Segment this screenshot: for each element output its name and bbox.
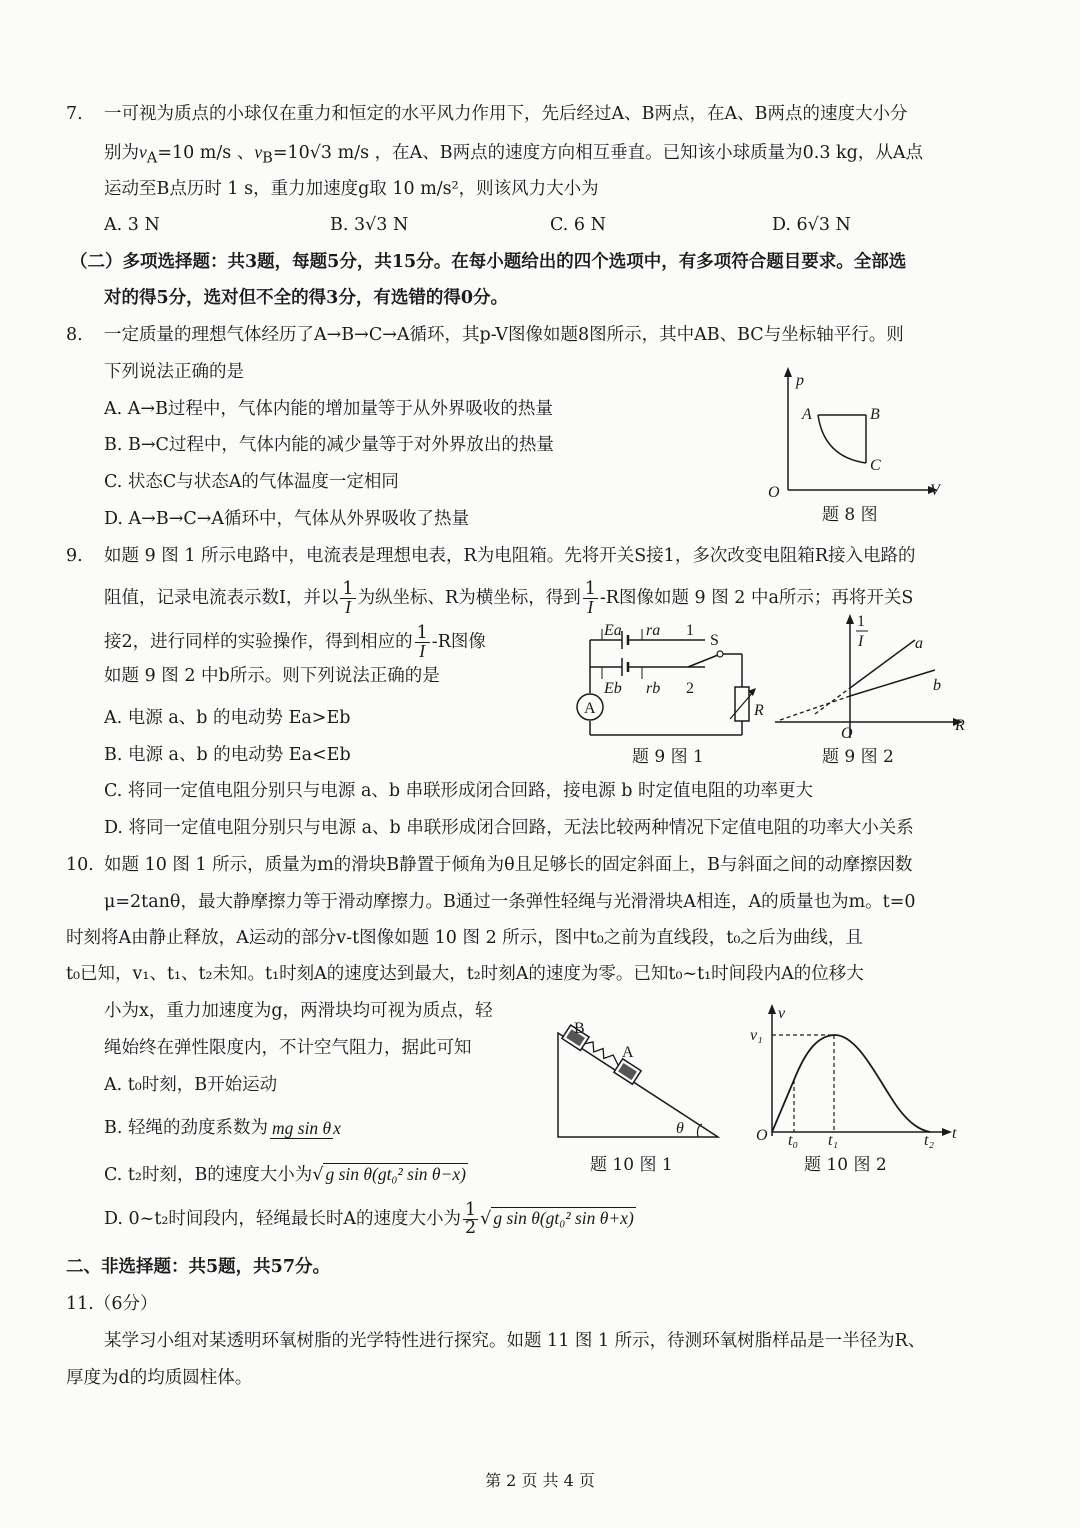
page-footer: 第 2 页 共 4 页 bbox=[485, 1471, 595, 1490]
fig9-ammeter-label: A bbox=[584, 700, 596, 717]
fig8-origin-label: O bbox=[768, 484, 780, 501]
q9-line2: 阻值，记录电流表示数I，并以 $\frac{1}{I}$ 为纵坐标、R为横坐标，得到 $\frac{1}{I} -R$图像如题 9 图 2 中a所示；再将开关S bbox=[104, 578, 914, 617]
fig9-ea-label: Ea bbox=[604, 622, 622, 639]
fig9-2-line-a-label: a bbox=[915, 635, 923, 652]
q9-line1: 如题 9 图 1 所示电路中，电流表是理想电表，R为电阻箱。先将开关S接1，多次改变电阻箱R接入电路的 bbox=[104, 546, 916, 566]
fig9-2-line-b-label: b bbox=[933, 677, 941, 694]
fig9-eb-label: Eb bbox=[604, 680, 622, 697]
q10-option-b: B. 轻绳的劲度系数为 mg sin θ x bbox=[104, 1117, 341, 1138]
q10-line5: 小为x，重力加速度为g，两滑块均可视为质点，轻 bbox=[104, 1001, 493, 1021]
q9-option-a: A. 电源 a、b 的电动势 Ea>Eb bbox=[104, 708, 351, 728]
fig10-2-origin-label: O bbox=[756, 1127, 768, 1144]
fig10-1-caption: 题 10 图 1 bbox=[590, 1155, 673, 1175]
q11-line2: 厚度为d的均质圆柱体。 bbox=[66, 1368, 253, 1388]
figure-9-2-graph bbox=[775, 610, 975, 740]
fig9-terminal-1: 1 bbox=[686, 622, 694, 639]
q9-option-c: C. 将同一定值电阻分别只与电源 a、b 串联形成闭合回路，接电源 b 时定值电阻的功率更大 bbox=[104, 781, 813, 801]
fig10-block-a-label: A bbox=[622, 1044, 634, 1061]
fig9-2-axis-one: 1 bbox=[857, 613, 865, 630]
q9-number: 9. bbox=[66, 546, 83, 566]
figure-9-1-circuit bbox=[570, 615, 770, 740]
q9-option-d: D. 将同一定值电阻分别只与电源 a、b 串联形成闭合回路，无法比较两种情况下定值电阻的功率大小关系 bbox=[104, 818, 914, 838]
q7-line3: 运动至B点历时 1 s，重力加速度g取 10 m/s²，则该风力大小为 bbox=[104, 179, 599, 199]
q8-option-a: A. A→B过程中，气体内能的增加量等于从外界吸收的热量 bbox=[104, 399, 553, 419]
fig9-2-r-label: R bbox=[955, 717, 965, 734]
fig10-2-t1-label: t₁ bbox=[828, 1132, 839, 1149]
fig10-2-t-label: t bbox=[952, 1125, 957, 1142]
q7-option-c: C. 6 N bbox=[550, 215, 606, 235]
figure-10-2-vt-graph bbox=[748, 1000, 963, 1149]
fig10-2-v-label: v bbox=[778, 1005, 786, 1022]
fig8-c-label: C bbox=[870, 457, 881, 474]
fig9-rb-label: rb bbox=[646, 680, 661, 697]
fig10-2-t2-label: t₂ bbox=[924, 1132, 935, 1149]
fig9-2-caption: 题 9 图 2 bbox=[822, 747, 894, 767]
fig10-2-caption: 题 10 图 2 bbox=[804, 1155, 887, 1175]
section-non-choice-header: 二、非选择题：共5题，共57分。 bbox=[66, 1257, 331, 1277]
q9-line3: 接2，进行同样的实验操作，得到相应的 $\frac{1}{I} -R$图像 bbox=[104, 622, 486, 661]
q8-number: 8. bbox=[66, 325, 83, 345]
q8-line1: 一定质量的理想气体经历了A→B→C→A循环，其p-V图像如题8图所示，其中AB、BC与坐标轴平行。则 bbox=[104, 325, 904, 345]
fig10-2-v1-label: v₁ bbox=[750, 1027, 763, 1044]
q10-option-d: D. 0~t₂时间段内，轻绳最长时A的速度大小为 $\frac{1}{2}$ √ g sin θ(gt₀² sin θ+x) bbox=[104, 1200, 634, 1238]
q11-heading: 11.（6分） bbox=[66, 1294, 158, 1314]
q7-line1: 一可视为质点的小球仅在重力和恒定的水平风力作用下，先后经过A、B两点，在A、B两点的速度大小分 bbox=[104, 104, 908, 124]
fig8-v-label: V bbox=[930, 482, 940, 499]
q7-option-a: A. 3 N bbox=[104, 215, 160, 235]
fig9-2-axis-i: I bbox=[858, 633, 864, 650]
fig9-terminal-2: 2 bbox=[686, 680, 694, 697]
fig8-a-label: A bbox=[802, 406, 812, 423]
q9-option-b: B. 电源 a、b 的电动势 Ea<Eb bbox=[104, 745, 351, 765]
fig8-caption: 题 8 图 bbox=[822, 505, 878, 525]
fig9-switch-label: S bbox=[710, 632, 719, 649]
fig8-b-label: B bbox=[870, 406, 880, 423]
figure-10-1-incline bbox=[550, 1015, 730, 1140]
q7-option-d: D. 6√3 N bbox=[772, 215, 851, 235]
fig10-block-b-label: B bbox=[574, 1020, 585, 1037]
fig9-r-label: R bbox=[754, 702, 764, 719]
q7-number: 7. bbox=[66, 104, 83, 124]
fig9-ra-label: ra bbox=[646, 622, 661, 639]
q10-number: 10. bbox=[66, 855, 94, 875]
fig10-2-t0-label: t₀ bbox=[788, 1132, 799, 1149]
q7-line2: 别为$v_A=10$ m/s 、$v_B=10√3$ m/s ，在A、B两点的速度方向相互垂直。已知该小球质量为0.3 kg，从A点 bbox=[104, 142, 923, 167]
fig9-1-caption: 题 9 图 1 bbox=[632, 747, 704, 767]
q10-line2: μ=2tanθ，最大静摩擦力等于滑动摩擦力。B通过一条弹性轻绳与光滑滑块A相连，A的质量也为m。t=0 bbox=[104, 892, 916, 912]
fig9-2-origin-label: O bbox=[841, 725, 853, 742]
q7-option-b: B. 3√3 N bbox=[330, 215, 409, 235]
q8-option-b: B. B→C过程中，气体内能的减少量等于对外界放出的热量 bbox=[104, 435, 554, 455]
q10-option-c: C. t₂时刻，B的速度大小为√ g sin θ(gt₀² sin θ−x) bbox=[104, 1164, 466, 1185]
section-multi-choice-header-2: 对的得5分，选对但不全的得3分，有选错的得0分。 bbox=[104, 288, 509, 308]
q8-option-d: D. A→B→C→A循环中，气体从外界吸收了热量 bbox=[104, 509, 470, 529]
figure-8-pv-diagram bbox=[760, 365, 950, 500]
fig10-theta-label: θ bbox=[676, 1120, 684, 1137]
q10-line4: t₀已知，v₁、t₁、t₂未知。t₁时刻A的速度达到最大，t₂时刻A的速度为零。已知t₀~t₁时间段内A的位移大 bbox=[66, 964, 864, 984]
fig8-p-label: p bbox=[796, 372, 804, 389]
q10-line3: 时刻将A由静止释放，A运动的部分v-t图像如题 10 图 2 所示，图中t₀之前为直线段，t₀之后为曲线，且 bbox=[66, 928, 863, 948]
q10-line1: 如题 10 图 1 所示，质量为m的滑块B静置于倾角为θ且足够长的固定斜面上，B与斜面之间的动摩擦因数 bbox=[104, 855, 913, 875]
q11-line1: 某学习小组对某透明环氧树脂的光学特性进行探究。如题 11 图 1 所示，待测环氧树脂样品是一半径为R、 bbox=[104, 1331, 926, 1351]
section-multi-choice-header: （二）多项选择题：共3题，每题5分，共15分。在每小题给出的四个选项中，有多项符合题目要求。全部选 bbox=[70, 252, 907, 272]
q9-line4: 如题 9 图 2 中b所示。则下列说法正确的是 bbox=[104, 666, 440, 686]
q8-line2: 下列说法正确的是 bbox=[104, 362, 244, 382]
q10-option-a: A. t₀时刻，B开始运动 bbox=[104, 1075, 278, 1095]
q10-line6: 绳始终在弹性限度内，不计空气阻力，据此可知 bbox=[104, 1038, 472, 1058]
q8-option-c: C. 状态C与状态A的气体温度一定相同 bbox=[104, 472, 399, 492]
